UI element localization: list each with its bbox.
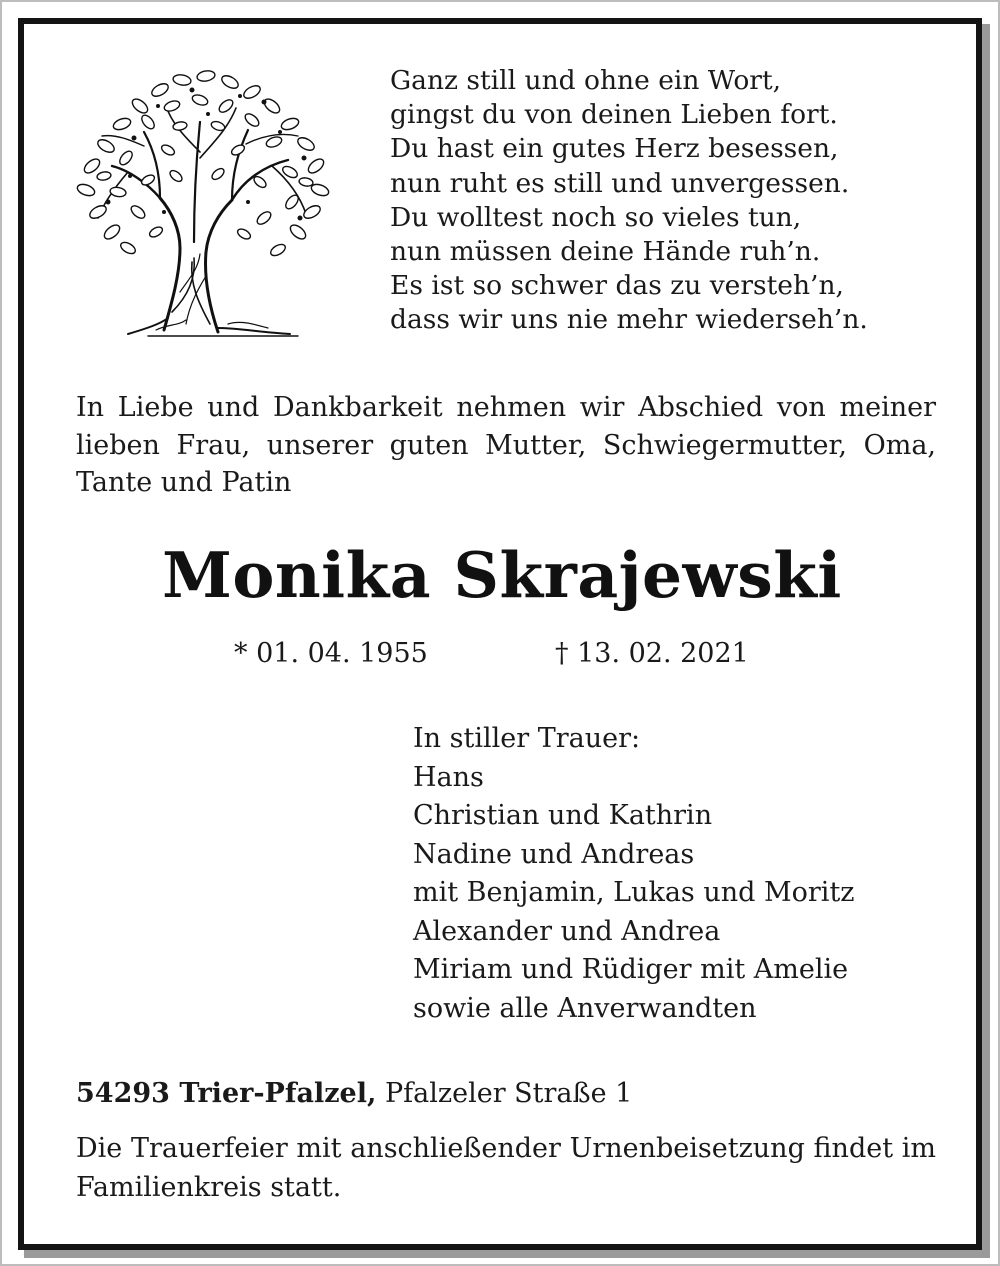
- tree-icon: [68, 62, 336, 340]
- mourner-entry: Hans: [413, 761, 484, 793]
- mourners-heading: In stiller Trauer:: [413, 723, 641, 754]
- poem-line: Du wolltest noch so vieles tun,: [390, 201, 802, 233]
- frame-shadow-bottom: [24, 1250, 988, 1258]
- death-date: † 13. 02. 2021: [555, 638, 749, 669]
- poem-line: Ganz still und ohne ein Wort,: [390, 65, 782, 96]
- frame-shadow-right: [982, 24, 990, 1258]
- mourners-list: [413, 720, 855, 1028]
- poem-line: Du hast ein gutes Herz besessen,: [390, 133, 839, 165]
- poem-line: dass wir uns nie mehr wiederseh’n.: [390, 304, 868, 336]
- poem: [390, 64, 868, 338]
- mourner-entry: Nadine und Andreas: [413, 838, 695, 870]
- mourner-entry: Christian und Kathrin: [413, 800, 713, 831]
- poem-line: nun müssen deine Hände ruh’n.: [390, 236, 821, 268]
- address: [76, 1078, 632, 1109]
- address-street: Pfalzeler Straße 1: [384, 1078, 633, 1109]
- birth-date: * 01. 04. 1955: [234, 638, 428, 669]
- mourner-entry: sowie alle Anverwandten: [413, 992, 757, 1024]
- address-place: 54293 Trier-Pfalzel,: [76, 1078, 377, 1109]
- mourner-entry: mit Benjamin, Lukas und Moritz: [413, 877, 855, 908]
- service-notice: Die Trauerfeier mit anschließender Urnenbeisetzung findet im Familienkreis statt.: [76, 1133, 936, 1203]
- poem-line: Es ist so schwer das zu versteh’n,: [390, 270, 844, 302]
- farewell-intro: In Liebe und Dankbarkeit nehmen wir Abschied von meiner lieben Frau, unserer guten Mutter, Schwiegermutter, Oma, Tante und Patin: [76, 392, 936, 498]
- deceased-name: Monika Skrajewski: [162, 538, 842, 612]
- poem-line: nun ruht es still und unvergessen.: [390, 167, 850, 199]
- mourner-entry: Alexander und Andrea: [413, 915, 721, 947]
- mourner-entry: Miriam und Rüdiger mit Amelie: [413, 954, 849, 985]
- poem-line: gingst du von deinen Lieben fort.: [390, 99, 838, 131]
